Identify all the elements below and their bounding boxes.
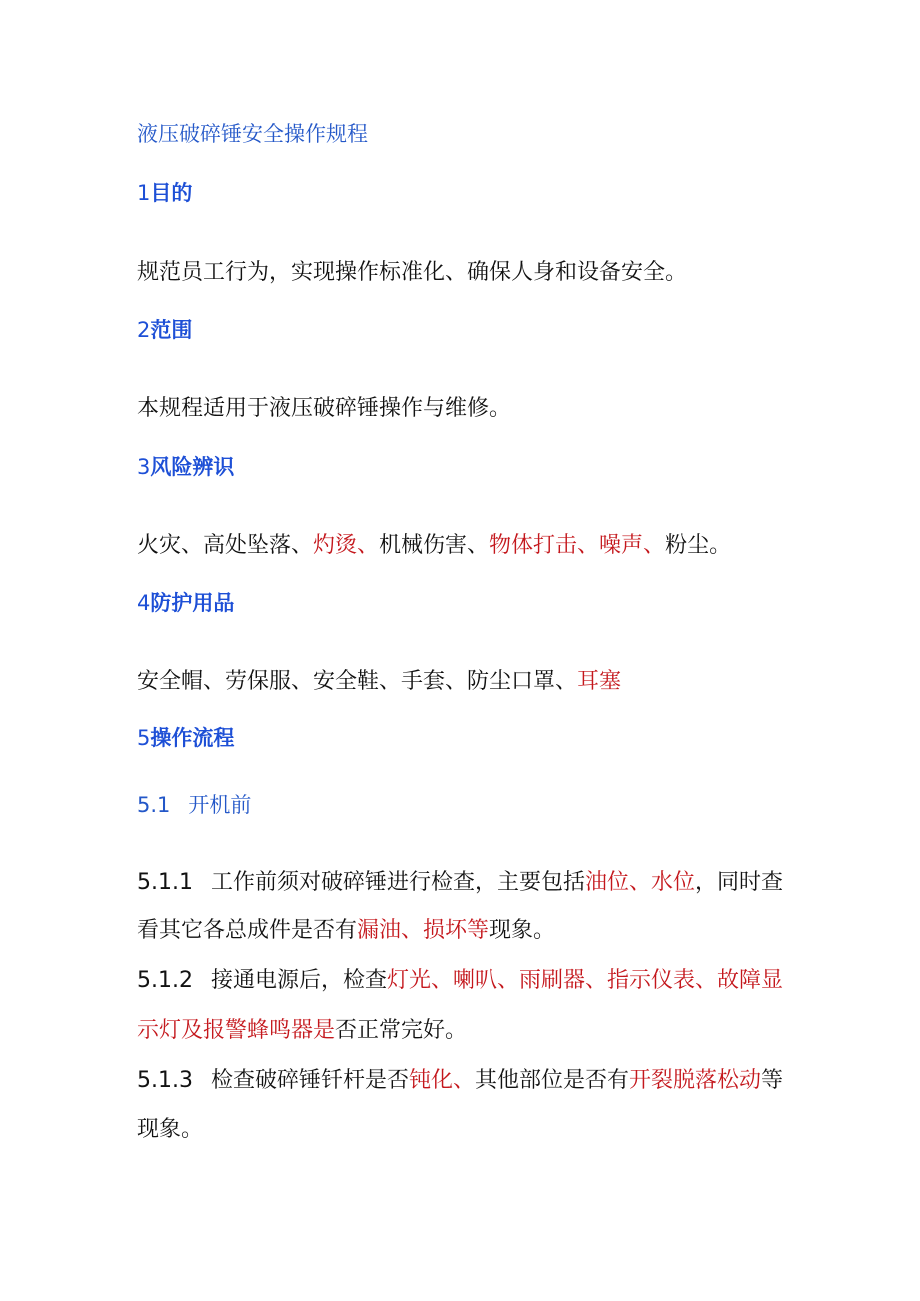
- section-2-title: 范围: [150, 318, 193, 342]
- section-1-heading: [137, 183, 192, 204]
- section-2-number: 2: [137, 318, 151, 342]
- ppe-highlight: 耳塞: [577, 669, 622, 694]
- item-5-1-2-line-2: [137, 1020, 467, 1042]
- section-3-heading: [137, 457, 234, 478]
- item-5-1-1-line-2: [137, 920, 555, 942]
- risk-text-2: 机械伤害、: [379, 533, 490, 558]
- subsection-5-1-number: 5.1: [137, 793, 171, 817]
- item-5-1-2-text-b2: 否正常完好。: [335, 1018, 468, 1043]
- item-5-1-1-text-b1: 看其它各总成件是否有: [137, 918, 358, 943]
- item-5-1-2-text-a1: 接通电源后，检查: [210, 968, 387, 993]
- risk-text-3: 粉尘。: [665, 533, 732, 558]
- item-5-1-2-highlight-2: 示灯及: [137, 1018, 204, 1043]
- section-4-heading: [137, 593, 234, 614]
- item-5-1-1-number: 5.1.1: [137, 870, 193, 895]
- section-3-text: [137, 535, 731, 557]
- item-5-1-1-text-a2: ，同时查: [695, 870, 784, 895]
- subsection-5-1-title: 开机前: [188, 793, 252, 817]
- item-5-1-2-highlight-3: 报警蜂鸣器是: [203, 1018, 336, 1043]
- section-3-title: 风险辨识: [150, 455, 235, 479]
- section-2-heading: [137, 320, 192, 341]
- section-3-number: 3: [137, 455, 151, 479]
- item-5-1-1-text-b2: 现象。: [489, 918, 556, 943]
- item-5-1-3-text-a3: 等: [761, 1068, 784, 1093]
- document-title: 液压破碎锤安全操作规程: [137, 122, 368, 146]
- section-5-heading: [137, 728, 234, 749]
- item-5-1-1-highlight-2: 漏油、损坏等: [357, 918, 490, 943]
- item-5-1-3-line-2: [137, 1119, 203, 1141]
- item-5-1-2-line-1: [137, 970, 783, 992]
- section-1-title: 目的: [150, 181, 193, 205]
- risk-highlight-1: 灼烫、: [313, 533, 380, 558]
- risk-highlight-2: 物体打击、噪声、: [489, 533, 666, 558]
- section-4-title: 防护用品: [150, 591, 235, 615]
- item-5-1-3-text-a1: 检查破碎锤钎杆是否: [210, 1068, 409, 1093]
- item-5-1-3-highlight-1: 钝化、: [409, 1068, 476, 1093]
- subsection-5-1-heading: [137, 795, 251, 816]
- item-5-1-3-number: 5.1.3: [137, 1068, 193, 1093]
- section-5-number: 5: [137, 726, 151, 750]
- item-5-1-3-highlight-2: 开裂脱落松动: [629, 1068, 762, 1093]
- item-5-1-3-text-b1: 现象。: [137, 1117, 204, 1142]
- item-5-1-1-highlight-1: 油位、水位: [585, 870, 696, 895]
- item-5-1-1-line-1: [137, 872, 783, 894]
- item-5-1-2-highlight-1: 灯光、喇叭、雨刷器、指示仪表、故障显: [387, 968, 784, 993]
- item-5-1-1-text-a1: 工作前须对破碎锤进行检查，主要包括: [210, 870, 585, 895]
- item-5-1-2-number: 5.1.2: [137, 968, 193, 993]
- section-2-text: 本规程适用于液压破碎锤操作与维修。: [137, 396, 512, 421]
- item-5-1-3-text-a2: 其他部位是否有: [475, 1068, 630, 1093]
- item-5-1-3-line-1: [137, 1070, 783, 1092]
- risk-text-1: 火灾、高处坠落、: [137, 533, 314, 558]
- section-1-text: 规范员工行为，实现操作标准化、确保人身和设备安全。: [137, 260, 688, 285]
- section-4-text: [137, 671, 621, 693]
- section-4-number: 4: [137, 591, 151, 615]
- ppe-text: 安全帽、劳保服、安全鞋、手套、防尘口罩、: [137, 669, 578, 694]
- section-1-number: 1: [137, 181, 151, 205]
- section-5-title: 操作流程: [150, 726, 235, 750]
